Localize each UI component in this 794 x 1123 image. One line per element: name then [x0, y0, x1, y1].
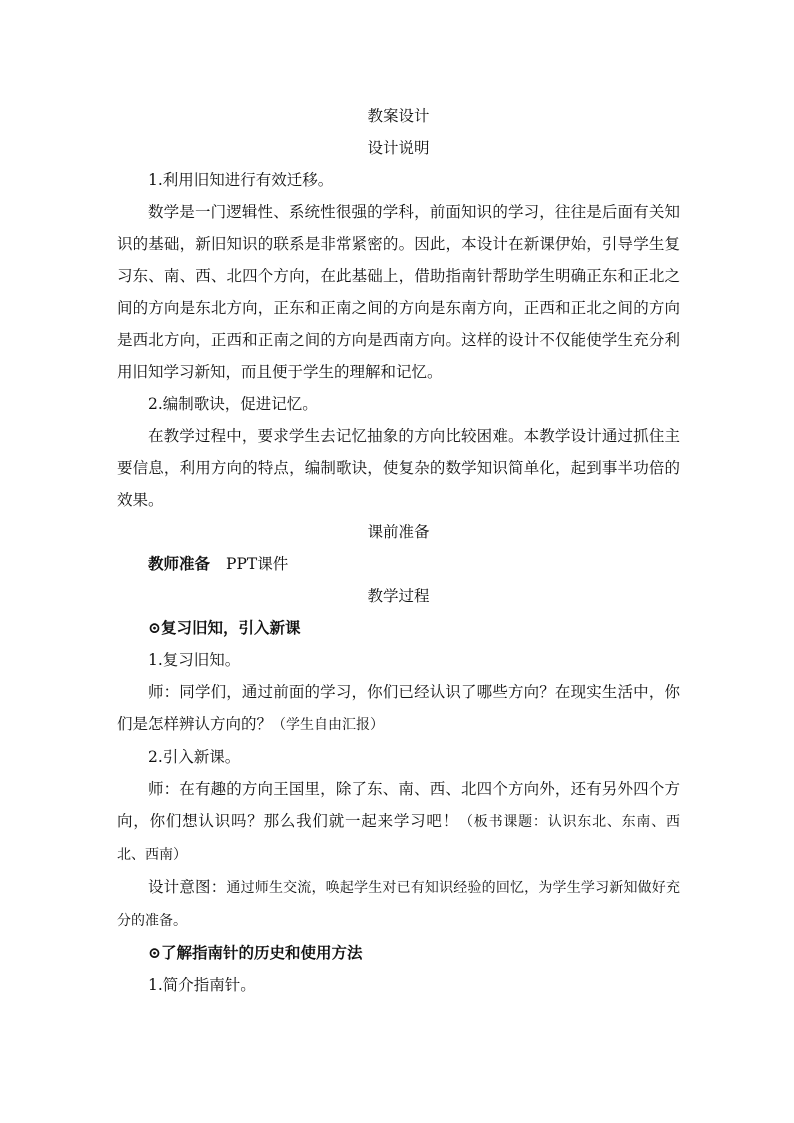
section1-step2-dialogue: 师：在有趣的方向王国里，除了东、南、西、北四个方向外，还有另外四个方向，你们想认识吗？那么我们就一起来学习吧！: [117, 780, 680, 830]
section2-step1: 1.简介指南针。: [148, 976, 256, 994]
prep-label: 教师准备: [148, 554, 211, 573]
process-heading: 教学过程: [367, 587, 430, 605]
prep-line: [117, 548, 680, 580]
section1-step1-note: （学生自由汇报）: [272, 717, 385, 733]
design-point-1-body: 数学是一门逻辑性、系统性很强的学科，前面知识的学习，往往是后面有关知识的基础，新旧知识的联系是非常紧密的。因此，本设计在新课伊始，引导学生复习东、南、西、北四个方向，在此基础上，借助指南针帮助学生明确正东和正北之间的方向是东北方向，正东和正南之间的方向是东南方向，正西和正北之间的方向是西北方向，正西和正南之间的方向是西南方向。这样的设计不仅能使学生充分利用旧知学习新知，而且便于学生的理解和记忆。: [117, 203, 680, 381]
prep-value: PPT课件: [226, 555, 289, 573]
design-point-2-body: 在教学过程中，要求学生去记忆抽象的方向比较困难。本教学设计通过抓住主要信息，利用方向的特点，编制歌诀，使复杂的数学知识简单化，起到事半功倍的效果。: [117, 427, 680, 509]
page-title: 教案设计: [367, 107, 430, 125]
section1-step1-text: [117, 676, 680, 741]
design-heading: 设计说明: [367, 139, 430, 157]
section1-intent-text: 通过师生交流，唤起学生对已有知识经验的回忆，为学生学习新知做好充分的准备。: [117, 880, 680, 929]
section1-intent-label: 设计意图：: [148, 878, 227, 896]
section1-step2-text: [117, 773, 680, 871]
section1-step1: 1.复习旧知。: [148, 651, 241, 669]
section1-step2: 2.引入新课。: [148, 748, 241, 766]
design-point-1-heading: 1.利用旧知进行有效迁移。: [148, 171, 334, 189]
design-point-2-heading: 2.编制歌诀，促进记忆。: [148, 395, 318, 413]
section1-step1-dialogue: 师：同学们，通过前面的学习，你们已经认识了哪些方向？在现实生活中，你们是怎样辨认方向的？: [117, 683, 680, 733]
prep-heading: 课前准备: [367, 523, 430, 541]
section1-step2-note: （板书课题：认识东北、东南、西北、西南）: [117, 814, 680, 863]
section1-heading: ⊙复习旧知，引入新课: [148, 618, 301, 637]
section2-heading: ⊙了解指南针的历史和使用方法: [148, 943, 363, 962]
section1-intent: [117, 871, 680, 937]
lesson-plan-page: [117, 100, 680, 1001]
